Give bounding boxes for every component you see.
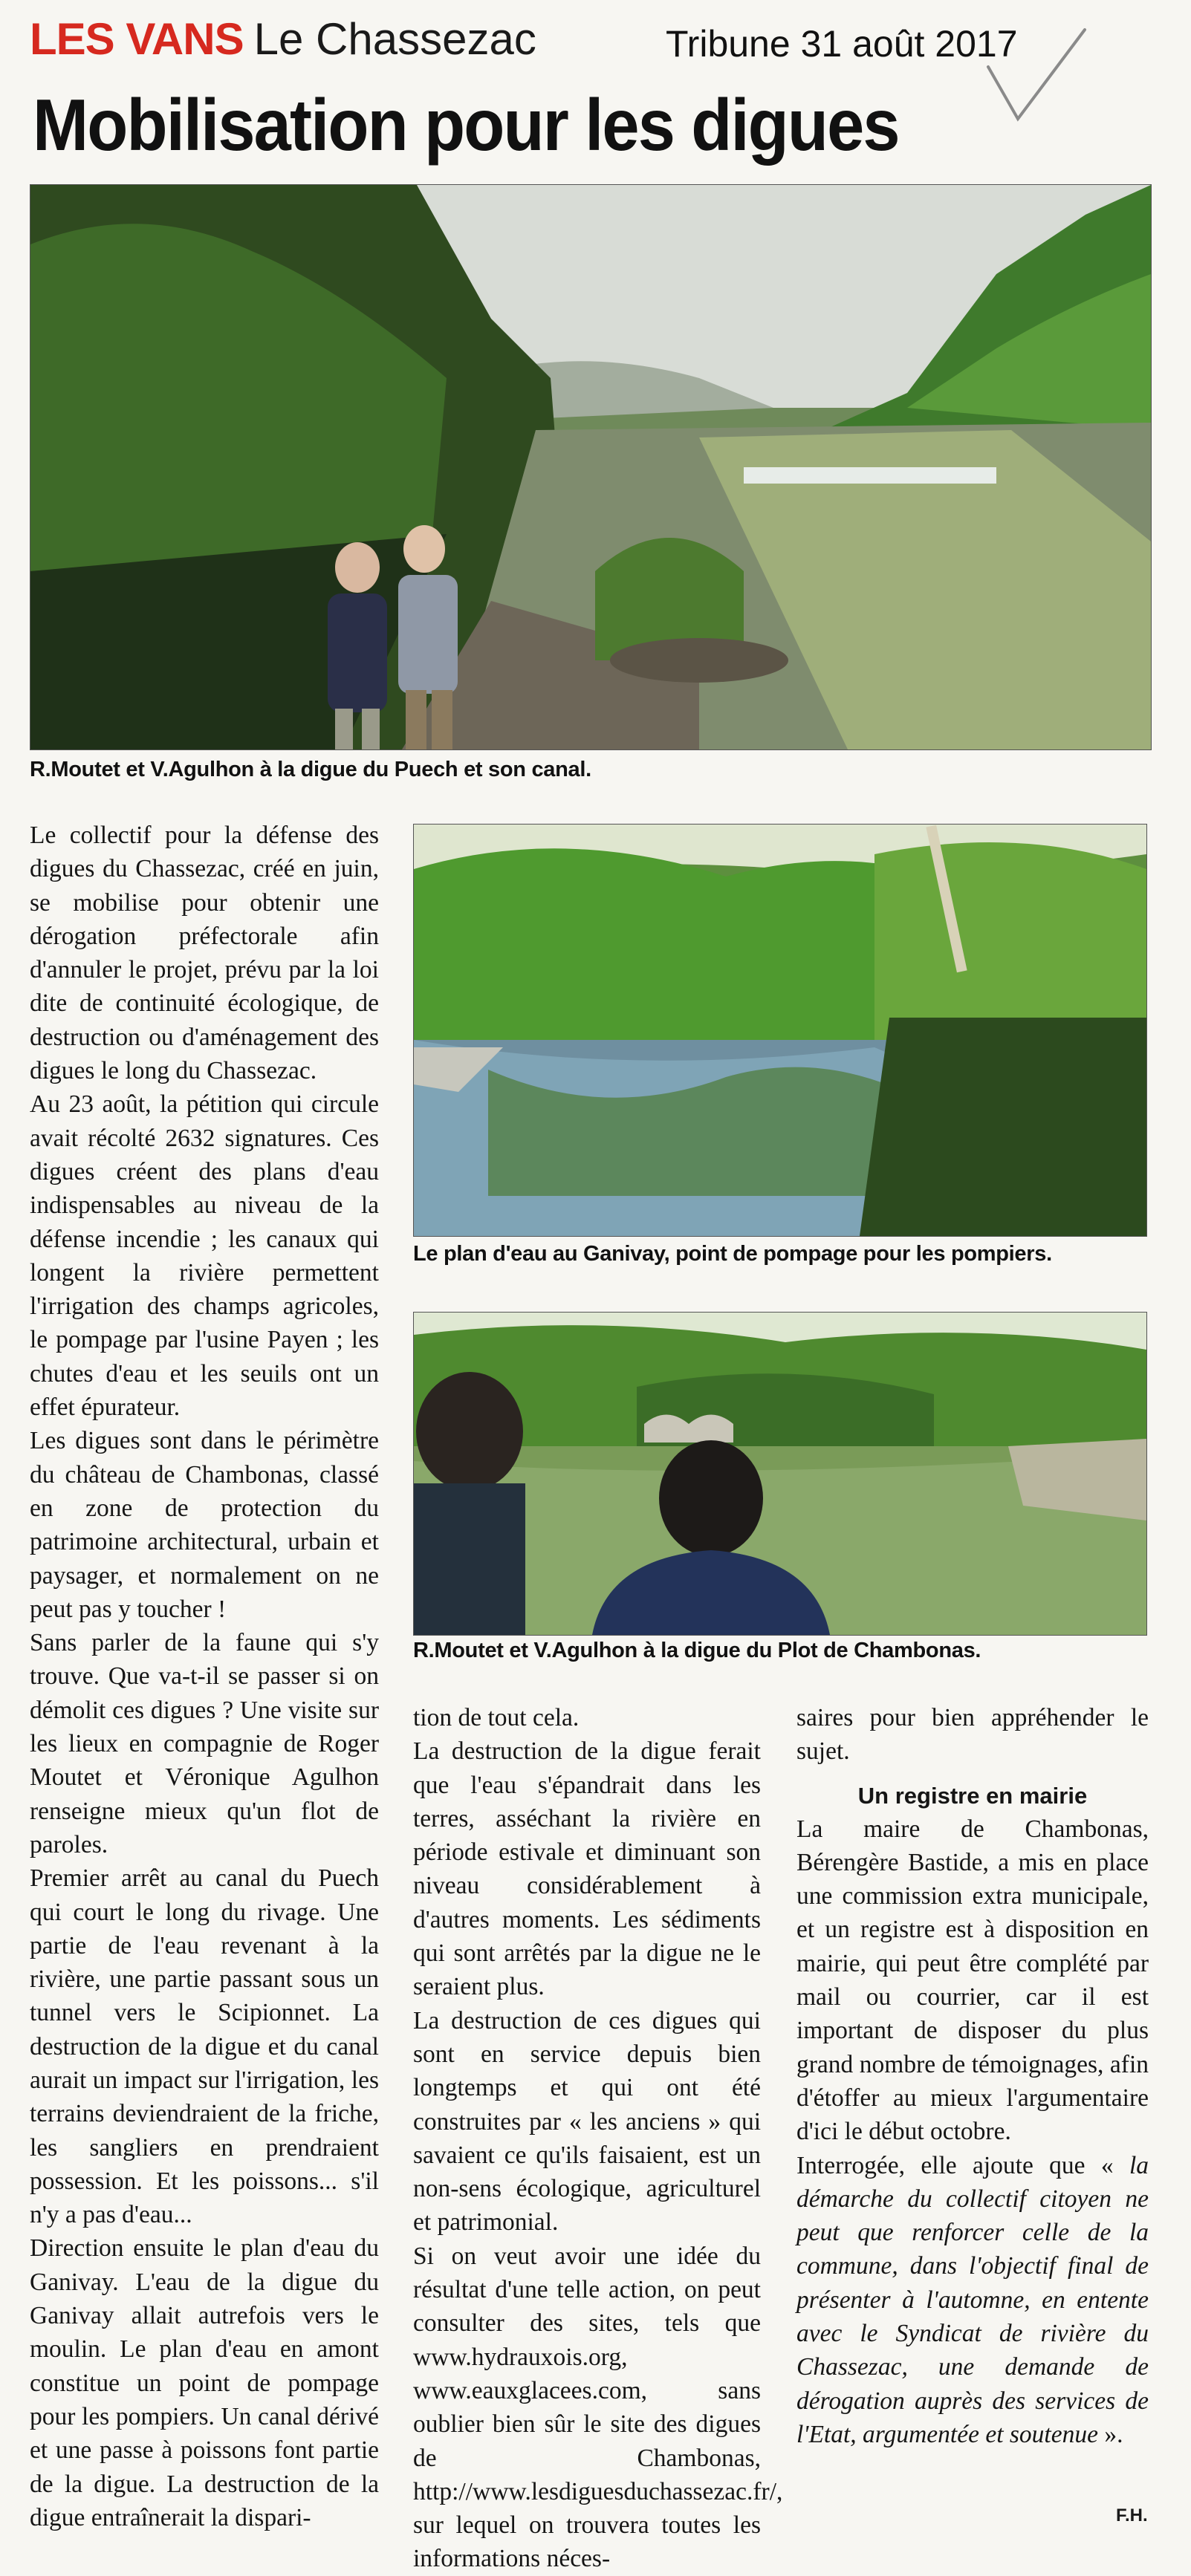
paragraph-quote	[796, 2149, 1149, 2452]
paragraph-saires: saires pour bien appréhender le sujet.	[796, 1704, 1149, 1766]
photo-digue-puech	[30, 184, 1152, 750]
article-column-3	[796, 1701, 1149, 2451]
article-column-2	[413, 1701, 783, 2576]
paragraph-petition: Au 23 août, la pétition qui circule avait récolté 2632 signatures. Ces digues créent des plans d'eau indispensables au niveau de la défense incendie ; les canaux qui longent la rivière permettent l'irrigation des champs agricoles, le pompage par l'usine Payen ; les chutes d'eau et les seuils ont un effet épurateur.	[30, 1090, 379, 1422]
paragraph-puech: Premier arrêt au canal du Puech qui court le long du rivage. Une partie de l'eau revenant à la rivière, une partie passant sous un tunnel vers le Scipionnet. La destruction de la digue et du canal aurait un impact sur l'irrigation, les terrains deviendraient de la friche, les sangliers en prendraient possession. Et les poissons... s'il n'y a pas d'eau...	[30, 1864, 379, 2229]
quote-intro: Interrogée, elle ajoute que «	[796, 2151, 1129, 2179]
dateline: Tribune 31 août 2017	[666, 23, 1018, 65]
quote-italic: la démarche du collectif citoyen ne peut que renforcer celle de la commune, dans l'objectif final de présenter à l'automne, en entente avec le Syndicat de rivière du Chassezac, une demande de dérogation auprès des services de l'Etat, argumentée et soutenue	[796, 2151, 1149, 2448]
paragraph-perimeter: Les digues sont dans le périmètre du château de Chambonas, classé en zone de protection du patrimoine architectural, urbain et paysager, et normalement on ne peut pas y toucher !	[30, 1427, 379, 1623]
paragraph-ganivay: Direction ensuite le plan d'eau du Ganivay. L'eau de la digue du Ganivay allait autrefois vers le moulin. Le plan d'eau en amont constitue un point de pompage pour les pompiers. Un canal dérivé et une passe à poissons font partie de la digue. La destruction de la digue entraînerait la dispari-	[30, 2234, 379, 2531]
paragraph-registre: La maire de Chambonas, Bérengère Bastide, a mis en place une commission extra municipale, et un registre est à disposition en mairie, qui peut être complété par mail ou courrier, car il est important de disposer du plus grand nombre de témoignages, afin d'étoffer au mieux l'argumentaire d'ici le début octobre.	[796, 1815, 1149, 2146]
photo-digue-plot-chambonas	[413, 1312, 1147, 1636]
photo-plan-eau-ganivay	[413, 824, 1147, 1237]
paragraph-destruction-terres: La destruction de la digue ferait que l'eau s'épandrait dans les terres, asséchant la rivière en période estivale et diminuant son niveau considérablement à d'autres moments. Les sédiments qui sont arrêtés par la digue ne le seraient plus.	[413, 1737, 761, 2001]
headline: Mobilisation pour les digues	[33, 84, 899, 166]
author-signature: F.H.	[1116, 2505, 1148, 2525]
paragraph-sites: Si on veut avoir une idée du résultat d'une telle action, on peut consulter des sites, tels que www.hydrauxois.org, www.eauxglacees.com, sans oublier bien sûr le site des digues de Chambonas, http://www.lesdiguesduchassezac.fr/, sur lequel on trouvera toutes les informations néces-	[413, 2242, 783, 2573]
article-column-1	[30, 819, 379, 2534]
paragraph-tion: tion de tout cela.	[413, 1704, 580, 1731]
subhead-registre: Un registre en mairie	[857, 1782, 1088, 1809]
rubric-town: LES VANS	[30, 14, 244, 64]
paragraph-intro: Le collectif pour la défense des digues du Chassezac, créé en juin, se mobilise pour obtenir une dérogation préfectorale afin d'annuler le projet, prévu par la loi dite de continuité écologique, de destruction ou d'aménagement des digues le long du Chassezac.	[30, 822, 379, 1085]
quote-end: ».	[1097, 2420, 1123, 2448]
caption-puech: R.Moutet et V.Agulhon à la digue du Puech et son canal.	[30, 758, 591, 781]
rubric	[30, 13, 536, 65]
rubric-place: Le Chassezac	[253, 14, 536, 64]
paragraph-faune: Sans parler de la faune qui s'y trouve. Que va-t-il se passer si on démolit ces digues ? Une visite sur les lieux en compagnie de Roger Moutet et Véronique Agulhon renseigne mieux qu'un flot de paroles.	[30, 1629, 379, 1858]
paragraph-non-sens: La destruction de ces digues qui sont en service depuis bien longtemps et qui ont été construites par « les anciens » qui savaient ce qu'ils faisaient, est un non-sens écologique, agriculturel et patrimonial.	[413, 2006, 761, 2237]
caption-plot: R.Moutet et V.Agulhon à la digue du Plot de Chambonas.	[413, 1639, 981, 1662]
handwritten-check-mark	[973, 22, 1092, 134]
caption-ganivay: Le plan d'eau au Ganivay, point de pompage pour les pompiers.	[413, 1242, 1052, 1266]
